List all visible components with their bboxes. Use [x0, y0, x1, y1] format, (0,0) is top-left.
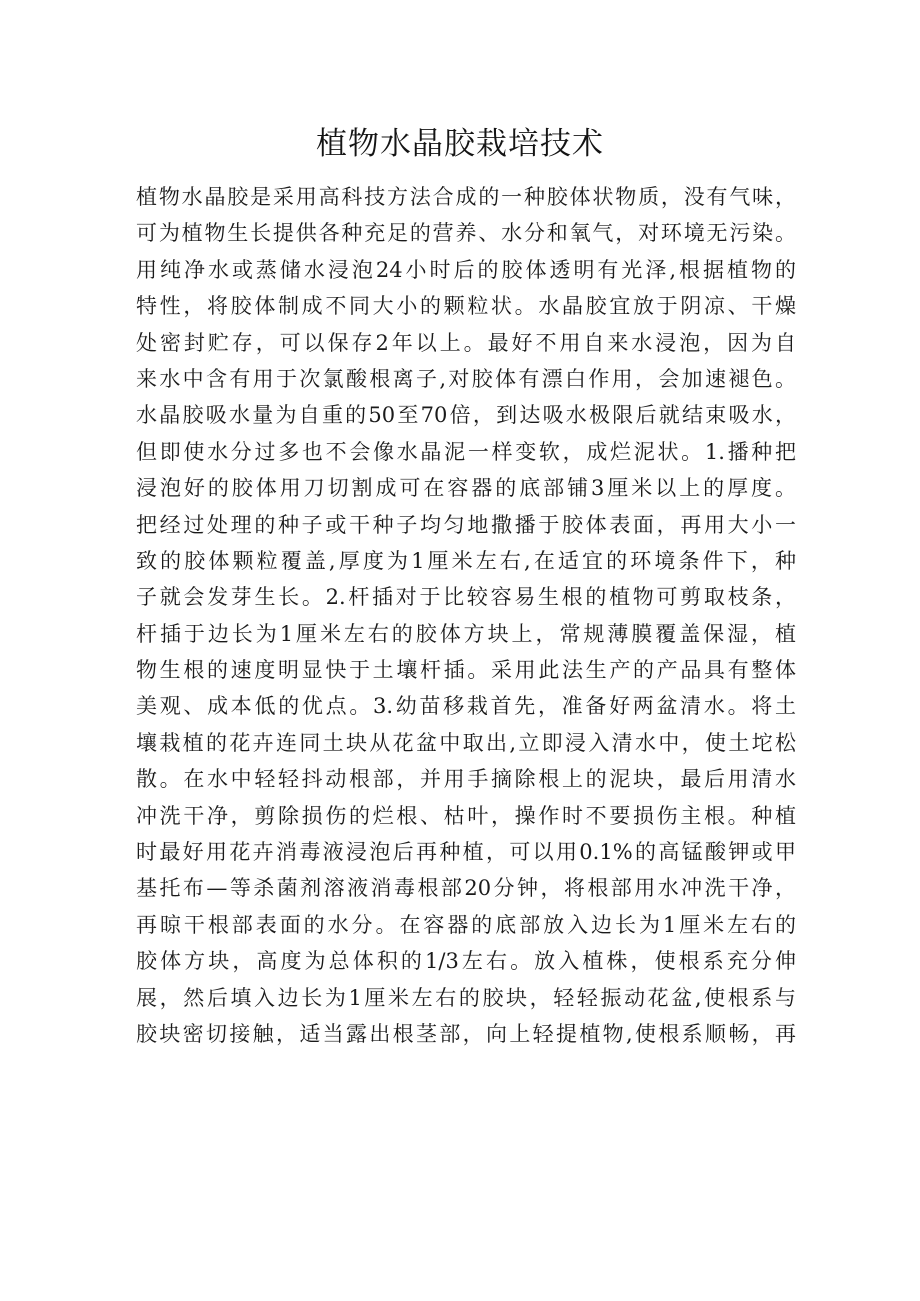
body-line: 但即使水分过多也不会像水晶泥一样变软，成烂泥状。1.播种把 — [136, 439, 796, 464]
body-line: 处密封贮存，可以保存2年以上。最好不用自来水浸泡，因为自 — [136, 330, 796, 355]
body-line: 把经过处理的种子或干种子均匀地撒播于胶体表面，再用大小一 — [136, 512, 796, 537]
body-line: 杆插于边长为1厘米左右的胶体方块上，常规薄膜覆盖保湿，植 — [136, 621, 796, 646]
body-line: 物生根的速度明显快于土壤杆插。采用此法生产的产品具有整体 — [136, 658, 796, 683]
document-body — [136, 179, 796, 1052]
body-line: 美观、成本低的优点。3.幼苗移栽首先，准备好两盆清水。将土 — [136, 694, 796, 719]
body-line: 冲洗干净，剪除损伤的烂根、枯叶，操作时不要损伤主根。种植 — [136, 803, 796, 828]
body-line: 胶体方块，高度为总体积的1/3左右。放入植株，使根系充分伸 — [136, 949, 796, 974]
body-line: 可为植物生长提供各种充足的营养、水分和氧气，对环境无污染。 — [136, 221, 796, 246]
body-line: 子就会发芽生长。2.杆插对于比较容易生根的植物可剪取枝条， — [136, 585, 796, 610]
body-line: 来水中含有用于次氯酸根离子,对胶体有漂白作用，会加速褪色。 — [136, 366, 796, 391]
body-line: 散。在水中轻轻抖动根部，并用手摘除根上的泥块，最后用清水 — [136, 767, 796, 792]
document-title: 植物水晶胶栽培技术 — [316, 126, 604, 162]
body-line: 水晶胶吸水量为自重的50至70倍，到达吸水极限后就结束吸水， — [136, 403, 796, 428]
body-line: 植物水晶胶是采用高科技方法合成的一种胶体状物质，没有气味， — [136, 185, 796, 209]
body-line: 浸泡好的胶体用刀切割成可在容器的底部铺3厘米以上的厚度。 — [136, 476, 796, 501]
body-line: 致的胶体颗粒覆盖,厚度为1厘米左右,在适宜的环境条件下，种 — [136, 548, 796, 573]
body-line: 壤栽植的花卉连同土块从花盆中取出,立即浸入清水中，使土坨松 — [136, 730, 796, 755]
body-line: 特性，将胶体制成不同大小的颗粒状。水晶胶宜放于阴凉、干燥 — [136, 294, 796, 319]
body-line: 再晾干根部表面的水分。在容器的底部放入边长为1厘米左右的 — [136, 912, 796, 937]
body-line: 胶块密切接触，适当露出根茎部，向上轻提植物,使根系顺畅，再 — [136, 1021, 796, 1046]
body-line: 展，然后填入边长为1厘米左右的胶块，轻轻振动花盆,使根系与 — [136, 985, 796, 1010]
body-line: 时最好用花卉消毒液浸泡后再种植，可以用0.1%的高锰酸钾或甲 — [136, 840, 796, 865]
body-line: 基托布—等杀菌剂溶液消毒根部20分钟，将根部用水冲洗干净， — [136, 876, 796, 901]
body-line: 用纯净水或蒸储水浸泡24小时后的胶体透明有光泽,根据植物的 — [136, 257, 796, 282]
